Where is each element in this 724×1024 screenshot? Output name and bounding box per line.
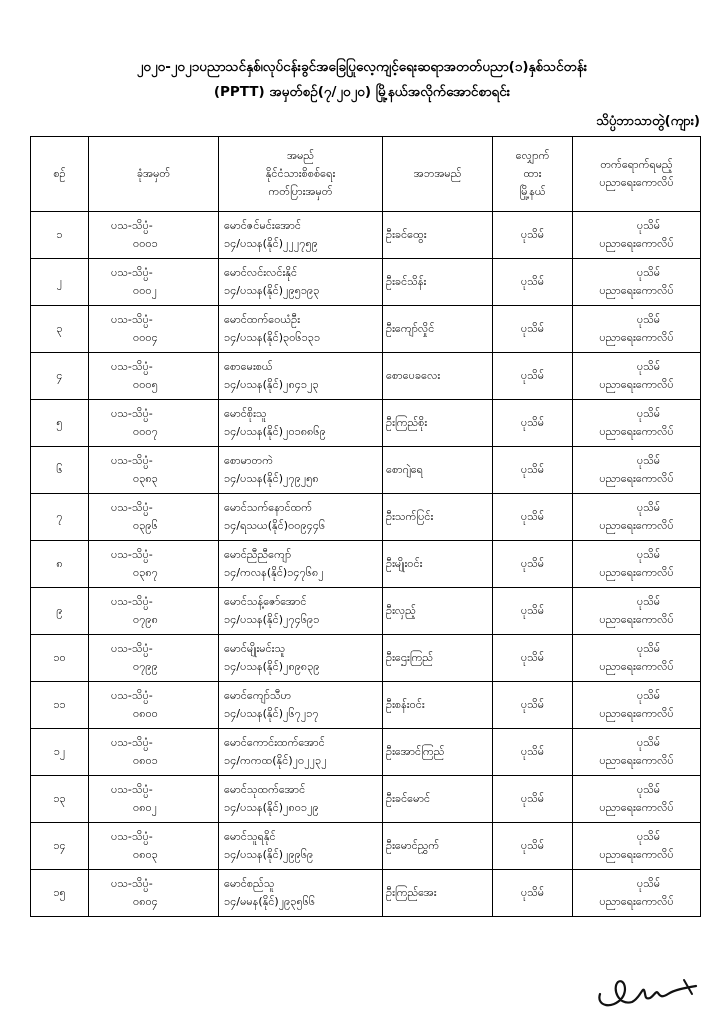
cell-father: ဦးစန်းဝင်း [383, 682, 493, 729]
cell-name: မောင်လင်းလင်းနိုင် ၁၄/ပသန(နိုင်)၂၉၅၁၉၃ [219, 259, 383, 306]
subject-label: သိပ္ပံဘာသာတွဲ(ကျား) [596, 114, 700, 129]
cell-city: ပုသိမ် [493, 353, 573, 400]
cell-city: ပုသိမ် [493, 870, 573, 917]
cell-no: ၄ [31, 353, 89, 400]
cell-father: ဦးမောင်ညွှက် [383, 823, 493, 870]
cell-college: ပုသိမ် ပညာရေးကောလိပ် [573, 588, 701, 635]
table-row [31, 635, 701, 682]
header-no: စဉ် [31, 137, 89, 212]
cell-city: ပုသိမ် [493, 823, 573, 870]
cell-college: ပုသိမ် ပညာရေးကောလိပ် [573, 306, 701, 353]
cell-father: ဦးကြည်အေး [383, 870, 493, 917]
cell-city: ပုသိမ် [493, 494, 573, 541]
cell-city: ပုသိမ် [493, 776, 573, 823]
cell-father: ဦးအောင်ကြည် [383, 729, 493, 776]
cell-roll: ပသ-သိပ္ပံ- ၀၀၀၇ [89, 400, 219, 447]
cell-father: စောပေခလေး [383, 353, 493, 400]
cell-roll: ပသ-သိပ္ပံ- ၀၀၀၁ [89, 212, 219, 259]
cell-college: ပုသိမ် ပညာရေးကောလိပ် [573, 870, 701, 917]
cell-city: ပုသိမ် [493, 212, 573, 259]
header-college: တက်ရောက်ရမည့် ပညာရေးကောလိပ် [573, 137, 701, 212]
table-row [31, 588, 701, 635]
cell-college: ပုသိမ် ပညာရေးကောလိပ် [573, 447, 701, 494]
cell-no: ၁၅ [31, 870, 89, 917]
cell-no: ၂ [31, 259, 89, 306]
cell-no: ၉ [31, 588, 89, 635]
signature [592, 960, 702, 1018]
cell-roll: ပသ-သိပ္ပံ- ၀၈၀၄ [89, 870, 219, 917]
cell-roll: ပသ-သိပ္ပံ- ၀၃၈၇ [89, 541, 219, 588]
cell-college: ပုသိမ် ပညာရေးကောလိပ် [573, 212, 701, 259]
document-title: ၂၀၂၀-၂၀၂၁ပညာသင်နှစ်၊လုပ်ငန်းခွင်အခြေပြုလေ့ကျင့်ရေးဆရာအတတ်ပညာ(၁)နှစ်သင်တန်း [136, 59, 588, 75]
cell-roll: ပသ-သိပ္ပံ- ၀၈၀၁ [89, 729, 219, 776]
cell-name: မောင်သူရနိုင် ၁၄/ပသန(နိုင်)၂၉၉၆၉ [219, 823, 383, 870]
document-subtitle: (PPTT) အမှတ်စဉ်(၇/၂၀၂၀) မြို့နယ်အလိုက်အောင်စာရင်း [213, 84, 511, 100]
cell-name: မောင်သုထက်အောင် ၁၄/ပသန(နိုင်)၂၈၀၁၂၉ [219, 776, 383, 823]
table-row [31, 541, 701, 588]
cell-father: စောဂျဲရေ [383, 447, 493, 494]
cell-name: မောင်သန့်ဇော်အောင် ၁၄/ပသန(နိုင်)၂၇၄၆၉၁ [219, 588, 383, 635]
cell-city: ပုသိမ် [493, 588, 573, 635]
table-row [31, 306, 701, 353]
cell-roll: ပသ-သိပ္ပံ- ၀၀၀၂ [89, 259, 219, 306]
cell-college: ပုသိမ် ပညာရေးကောလိပ် [573, 353, 701, 400]
cell-father: ဦးခင်မောင် [383, 776, 493, 823]
cell-no: ၆ [31, 447, 89, 494]
cell-father: ဦးကြည်စိုး [383, 400, 493, 447]
cell-college: ပုသိမ် ပညာရေးကောလိပ် [573, 729, 701, 776]
cell-college: ပုသိမ် ပညာရေးကောလိပ် [573, 400, 701, 447]
cell-roll: ပသ-သိပ္ပံ- ၀၀၀၅ [89, 353, 219, 400]
cell-college: ပုသိမ် ပညာရေးကောလိပ် [573, 776, 701, 823]
cell-no: ၁၃ [31, 776, 89, 823]
cell-name: မောင်ထက်ဝေယံဦး ၁၄/ပသန(နိုင်)၃၀၆၁၃၁ [219, 306, 383, 353]
cell-name: မောင်သက်နောင်ထက် ၁၄/ရသယ(နိုင်)၀၀၉၄၄၆ [219, 494, 383, 541]
cell-city: ပုသိမ် [493, 259, 573, 306]
cell-name: မောင်ညီညီကျော် ၁၄/ကလန(နိုင်)၁၄၇၆၈၂ [219, 541, 383, 588]
cell-no: ၁၂ [31, 729, 89, 776]
cell-father: ဦးခင်ထွေး [383, 212, 493, 259]
cell-name: စောမေးစယ် ၁၄/ပသန(နိုင်)၂၈၄၁၂၃ [219, 353, 383, 400]
cell-name: မောင်ကျော်သီဟ ၁၄/ပသန(နိုင်)၂၆၇၂၁၇ [219, 682, 383, 729]
cell-no: ၁ [31, 212, 89, 259]
cell-roll: ပသ-သိပ္ပံ- ၀၇၉၈ [89, 588, 219, 635]
cell-no: ၅ [31, 400, 89, 447]
cell-no: ၁၁ [31, 682, 89, 729]
cell-father: ဦးဌေးကြည် [383, 635, 493, 682]
cell-city: ပုသိမ် [493, 447, 573, 494]
table-row [31, 494, 701, 541]
table-header-row [31, 137, 701, 212]
cell-roll: ပသ-သိပ္ပံ- ၀၃၈၃ [89, 447, 219, 494]
cell-college: ပုသိမ် ပညာရေးကောလိပ် [573, 494, 701, 541]
cell-no: ၈ [31, 541, 89, 588]
table-row [31, 259, 701, 306]
header-city: လျှောက် ထား မြို့နယ် [493, 137, 573, 212]
cell-roll: ပသ-သိပ္ပံ- ၀၇၉၉ [89, 635, 219, 682]
cell-roll: ပသ-သိပ္ပံ- ၀၈၀၀ [89, 682, 219, 729]
table-row [31, 353, 701, 400]
cell-name: မောင်စိုးသူ ၁၄/ပသန(နိုင်)၂၀၁၈၈၆၉ [219, 400, 383, 447]
cell-father: ဦးခင်သိန်း [383, 259, 493, 306]
table-row [31, 729, 701, 776]
cell-roll: ပသ-သိပ္ပံ- ၀၀၀၄ [89, 306, 219, 353]
header-name: အမည် နိုင်ငံသားစိစစ်ရေး ကတ်ပြားအမှတ် [219, 137, 383, 212]
cell-city: ပုသိမ် [493, 635, 573, 682]
table-row [31, 212, 701, 259]
cell-college: ပုသိမ် ပညာရေးကောလိပ် [573, 635, 701, 682]
cell-no: ၇ [31, 494, 89, 541]
cell-father: ဦးလှည့် [383, 588, 493, 635]
cell-city: ပုသိမ် [493, 682, 573, 729]
header-father: အဘအမည် [383, 137, 493, 212]
cell-city: ပုသိမ် [493, 729, 573, 776]
results-table [30, 136, 701, 917]
cell-name: မောင်ကောင်းထက်အောင် ၁၄/ကကထ(နိုင်)၂၀၂၂၃၂ [219, 729, 383, 776]
cell-college: ပုသိမ် ပညာရေးကောလိပ် [573, 259, 701, 306]
table-row [31, 400, 701, 447]
cell-roll: ပသ-သိပ္ပံ- ၀၈၀၂ [89, 776, 219, 823]
cell-father: ဦးမျိုးဝင်း [383, 541, 493, 588]
table-row [31, 823, 701, 870]
table-row [31, 776, 701, 823]
table-row [31, 870, 701, 917]
cell-name: စောမာတကဲ ၁၄/ပသန(နိုင်)၂၇၉၂၅၈ [219, 447, 383, 494]
cell-father: ဦးကျော်လှိုင် [383, 306, 493, 353]
cell-father: ဦးသက်ပြင်း [383, 494, 493, 541]
table-row [31, 447, 701, 494]
cell-city: ပုသိမ် [493, 541, 573, 588]
cell-city: ပုသိမ် [493, 306, 573, 353]
cell-no: ၁၄ [31, 823, 89, 870]
cell-college: ပုသိမ် ပညာရေးကောလိပ် [573, 682, 701, 729]
cell-name: မောင်ဇင်မင်းအောင် ၁၄/ပသန(နိုင်)၂၂၂၇၅၉ [219, 212, 383, 259]
cell-roll: ပသ-သိပ္ပံ- ၀၈၀၃ [89, 823, 219, 870]
header-roll: ခုံအမှတ် [89, 137, 219, 212]
cell-no: ၃ [31, 306, 89, 353]
cell-college: ပုသိမ် ပညာရေးကောလိပ် [573, 823, 701, 870]
cell-college: ပုသိမ် ပညာရေးကောလိပ် [573, 541, 701, 588]
cell-name: မောင်မျိုးမင်းသူ ၁၄/ပသန(နိုင်)၂၈၉၈၃၉ [219, 635, 383, 682]
cell-no: ၁၀ [31, 635, 89, 682]
table-row [31, 682, 701, 729]
cell-name: မောင်စည်သူ ၁၄/မမန(နိုင်)၂၉၃၅၆၆ [219, 870, 383, 917]
cell-roll: ပသ-သိပ္ပံ- ၀၃၉၆ [89, 494, 219, 541]
cell-city: ပုသိမ် [493, 400, 573, 447]
